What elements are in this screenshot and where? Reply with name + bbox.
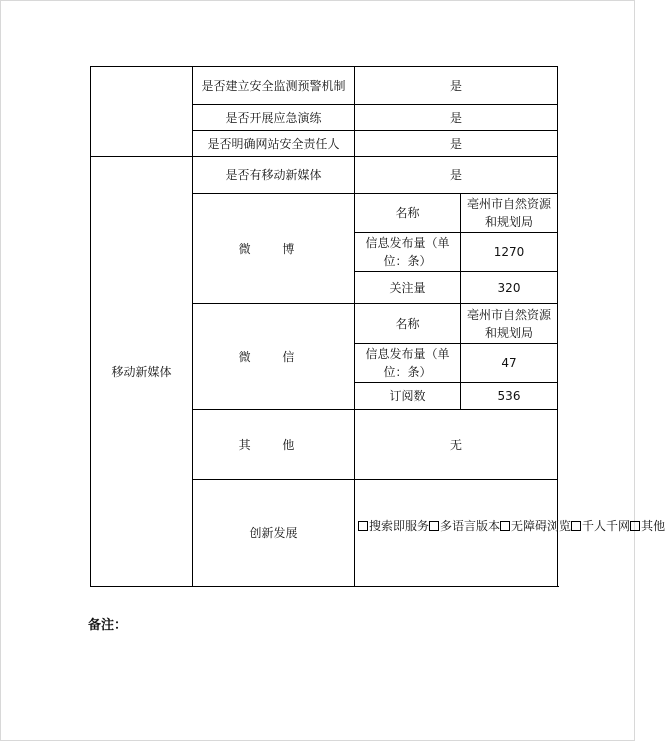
option-personalized: 千人千网 [582, 519, 631, 533]
wechat-posts-value: 47 [461, 344, 558, 383]
report-table [90, 66, 665, 587]
innovation-options-cell [355, 480, 665, 587]
mobile-media-section-label: 移动新媒体 [91, 157, 193, 587]
has-media-value: 是 [355, 157, 558, 194]
other-value: 无 [355, 410, 558, 480]
wechat-label: 微 信 [193, 304, 355, 410]
checkbox-icon[interactable] [571, 521, 581, 531]
checkbox-icon[interactable] [358, 521, 368, 531]
innovation-options [358, 517, 665, 535]
wechat-name-value: 亳州市自然资源和规划局 [461, 304, 558, 344]
weibo-posts-label: 信息发布量（单位：条） [355, 233, 461, 272]
checkbox-icon[interactable] [630, 521, 640, 531]
weibo-label: 微 博 [193, 194, 355, 304]
table-row [91, 67, 558, 105]
table-row [91, 157, 558, 194]
option-multilingual: 多语言版本 [440, 519, 501, 533]
note-label: 备注： [88, 618, 128, 633]
wechat-subscribers-label: 订阅数 [355, 383, 461, 410]
has-media-label: 是否有移动新媒体 [193, 157, 355, 194]
weibo-followers-value: 320 [461, 272, 558, 304]
weibo-name-label: 名称 [355, 194, 461, 233]
option-other: 其他 [641, 519, 665, 533]
security-section-cell [91, 67, 193, 157]
wechat-posts-label: 信息发布量（单位：条） [355, 344, 461, 383]
wechat-subscribers-value: 536 [461, 383, 558, 410]
checkbox-icon[interactable] [429, 521, 439, 531]
weibo-name-value: 亳州市自然资源和规划局 [461, 194, 558, 233]
checkbox-icon[interactable] [500, 521, 510, 531]
drill-value: 是 [355, 105, 558, 131]
responsible-value: 是 [355, 131, 558, 157]
wechat-name-label: 名称 [355, 304, 461, 344]
responsible-label: 是否明确网站安全责任人 [193, 131, 355, 157]
weibo-posts-value: 1270 [461, 233, 558, 272]
monitoring-value: 是 [355, 67, 558, 105]
drill-label: 是否开展应急演练 [193, 105, 355, 131]
option-accessibility: 无障碍浏览 [511, 519, 572, 533]
option-search-service: 搜索即服务 [369, 519, 430, 533]
other-label: 其 他 [193, 410, 355, 480]
innovation-section-label: 创新发展 [193, 480, 355, 587]
weibo-followers-label: 关注量 [355, 272, 461, 304]
monitoring-label: 是否建立安全监测预警机制 [193, 67, 355, 105]
